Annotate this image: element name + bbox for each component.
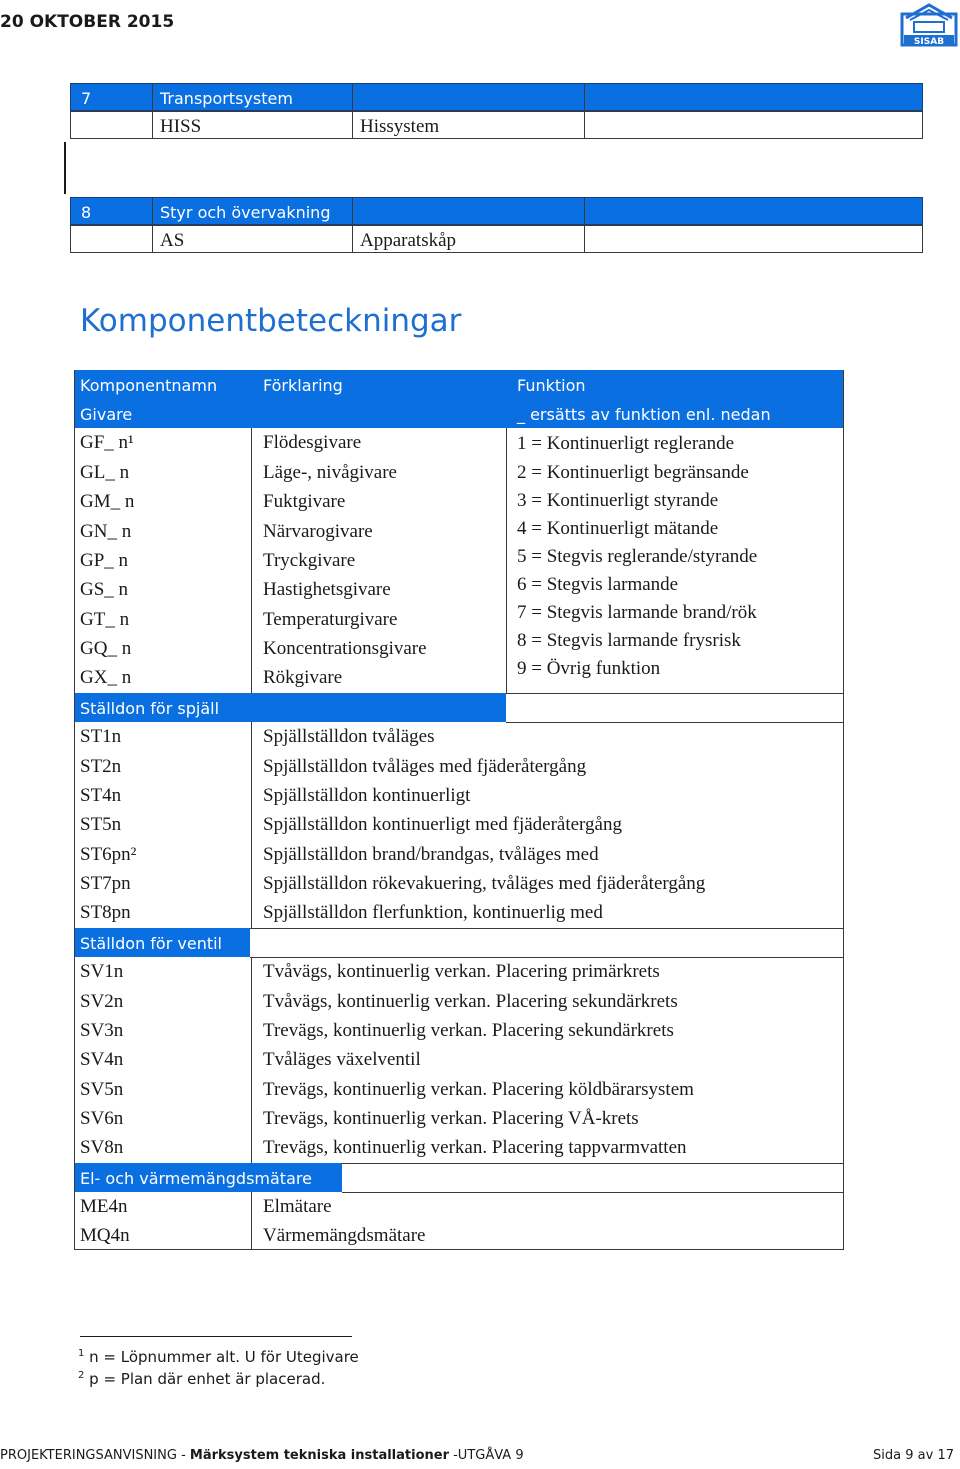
table-row: GF_ n¹ Flödesgivare bbox=[80, 432, 362, 453]
column-divider bbox=[251, 722, 252, 928]
givare-group-header bbox=[74, 399, 844, 428]
table-row: GP_ n Tryckgivare bbox=[80, 550, 356, 571]
section-number: 8 bbox=[81, 203, 92, 222]
component-table bbox=[74, 370, 844, 1250]
page-title: Komponentbeteckningar bbox=[80, 303, 462, 339]
table-row: GM_ n Fuktgivare bbox=[80, 491, 346, 512]
function-item: 9 = Övrig funktion bbox=[517, 658, 661, 679]
table-row: ST8pn Spjällställdon flerfunktion, kontinuerlig med bbox=[80, 902, 603, 923]
row-divider bbox=[250, 928, 844, 929]
svg-text:SISAB: SISAB bbox=[913, 37, 945, 47]
function-item: 1 = Kontinuerligt reglerande bbox=[517, 433, 735, 454]
column-divider bbox=[251, 428, 252, 693]
matare-group-header bbox=[74, 1163, 342, 1192]
function-item: 8 = Stegvis larmande frysrisk bbox=[517, 630, 741, 651]
function-item: 2 = Kontinuerligt begränsande bbox=[517, 462, 749, 483]
row-divider bbox=[506, 722, 844, 723]
table-row: SV2n Tvåvägs, kontinuerlig verkan. Placering sekundärkrets bbox=[80, 991, 678, 1012]
table-row: ST7pn Spjällställdon rökevakuering, tvåläges med fjäderåtergång bbox=[80, 873, 706, 894]
function-item: 7 = Stegvis larmande brand/rök bbox=[517, 602, 757, 623]
row-divider bbox=[342, 1192, 844, 1193]
function-item: 4 = Kontinuerligt mätande bbox=[517, 518, 719, 539]
section-code-row bbox=[70, 111, 923, 139]
section-code: AS bbox=[160, 230, 185, 251]
table-row: ST6pn² Spjällställdon brand/brandgas, tvåläges med bbox=[80, 844, 599, 865]
document-date: 20 OKTOBER 2015 bbox=[0, 12, 175, 32]
table-row: MQ4n Värmemängdsmätare bbox=[80, 1225, 426, 1246]
table-row: ST1n Spjällställdon tvåläges bbox=[80, 726, 435, 747]
footnote-1: $^1$ n = Löpnummer alt. U för Utegivare bbox=[78, 1348, 359, 1366]
row-divider bbox=[250, 957, 844, 958]
function-note: _ ersätts av funktion enl. nedan bbox=[517, 405, 771, 424]
table-border bbox=[843, 370, 844, 693]
header-funktion: Funktion bbox=[517, 376, 586, 395]
section-code-row bbox=[70, 225, 923, 253]
function-item: 6 = Stegvis larmande bbox=[517, 574, 679, 595]
section-number: 7 bbox=[81, 89, 92, 108]
table-row: GQ_ n Koncentrationsgivare bbox=[80, 638, 427, 659]
sisab-logo bbox=[900, 2, 958, 48]
function-item: 5 = Stegvis reglerande/styrande bbox=[517, 546, 758, 567]
section-header-row bbox=[70, 197, 923, 225]
group-label: Ställdon för ventil bbox=[80, 934, 222, 953]
table-row: SV3n Trevägs, kontinuerlig verkan. Placering sekundärkrets bbox=[80, 1020, 674, 1041]
table-border bbox=[74, 370, 75, 1250]
section-title: Styr och övervakning bbox=[160, 203, 331, 222]
table-row: GN_ n Närvarogivare bbox=[80, 521, 373, 542]
page-number: Sida 9 av 17 bbox=[873, 1448, 954, 1463]
table-row: GT_ n Temperaturgivare bbox=[80, 609, 398, 630]
table-row: ST5n Spjällställdon kontinuerligt med fjäderåtergång bbox=[80, 814, 622, 835]
table-border bbox=[74, 1249, 844, 1250]
footnote-rule bbox=[80, 1336, 352, 1337]
column-divider bbox=[506, 428, 507, 693]
table-row: SV1n Tvåvägs, kontinuerlig verkan. Placering primärkrets bbox=[80, 961, 660, 982]
column-divider bbox=[251, 1192, 252, 1250]
group-label: Givare bbox=[80, 405, 133, 424]
table-row: ST4n Spjällställdon kontinuerligt bbox=[80, 785, 471, 806]
row-divider bbox=[342, 1163, 844, 1164]
footnote-2: $^2$ p = Plan där enhet är placerad. bbox=[78, 1370, 326, 1388]
table-row: SV6n Trevägs, kontinuerlig verkan. Placering VÅ-krets bbox=[80, 1108, 639, 1129]
row-divider bbox=[506, 693, 844, 694]
table-row: GL_ n Läge-, nivågivare bbox=[80, 462, 397, 483]
group-label: El- och värmemängdsmätare bbox=[80, 1169, 312, 1188]
table-row: SV4n Tvåläges växelventil bbox=[80, 1049, 421, 1070]
table-header-row bbox=[74, 370, 844, 399]
section-code: HISS bbox=[160, 116, 202, 137]
table-row: GX_ n Rökgivare bbox=[80, 667, 343, 688]
section-code-description: Hissystem bbox=[360, 116, 440, 137]
table-row: SV8n Trevägs, kontinuerlig verkan. Placering tappvarmvatten bbox=[80, 1137, 687, 1158]
footer-document-title: PROJEKTERINGSANVISNING - Märksystem tekniska installationer -UTGÅVA 9 bbox=[0, 1448, 524, 1463]
column-divider bbox=[251, 957, 252, 1163]
function-item: 3 = Kontinuerligt styrande bbox=[517, 490, 719, 511]
header-forklaring: Förklaring bbox=[263, 376, 343, 395]
ventil-group-header bbox=[74, 928, 250, 957]
section-title: Transportsystem bbox=[160, 89, 293, 108]
table-row: ME4n Elmätare bbox=[80, 1196, 332, 1217]
margin-bar bbox=[64, 142, 66, 194]
table-row: ST2n Spjällställdon tvåläges med fjäderåtergång bbox=[80, 756, 587, 777]
table-border bbox=[843, 693, 844, 722]
header-komponentnamn: Komponentnamn bbox=[80, 376, 218, 395]
spjall-group-header bbox=[74, 693, 506, 722]
table-border bbox=[843, 722, 844, 1250]
table-row: SV5n Trevägs, kontinuerlig verkan. Placering köldbärarsystem bbox=[80, 1079, 694, 1100]
group-label: Ställdon för spjäll bbox=[80, 699, 220, 718]
section-header-row bbox=[70, 83, 923, 111]
table-row: GS_ n Hastighetsgivare bbox=[80, 579, 391, 600]
section-code-description: Apparatskåp bbox=[360, 230, 457, 251]
